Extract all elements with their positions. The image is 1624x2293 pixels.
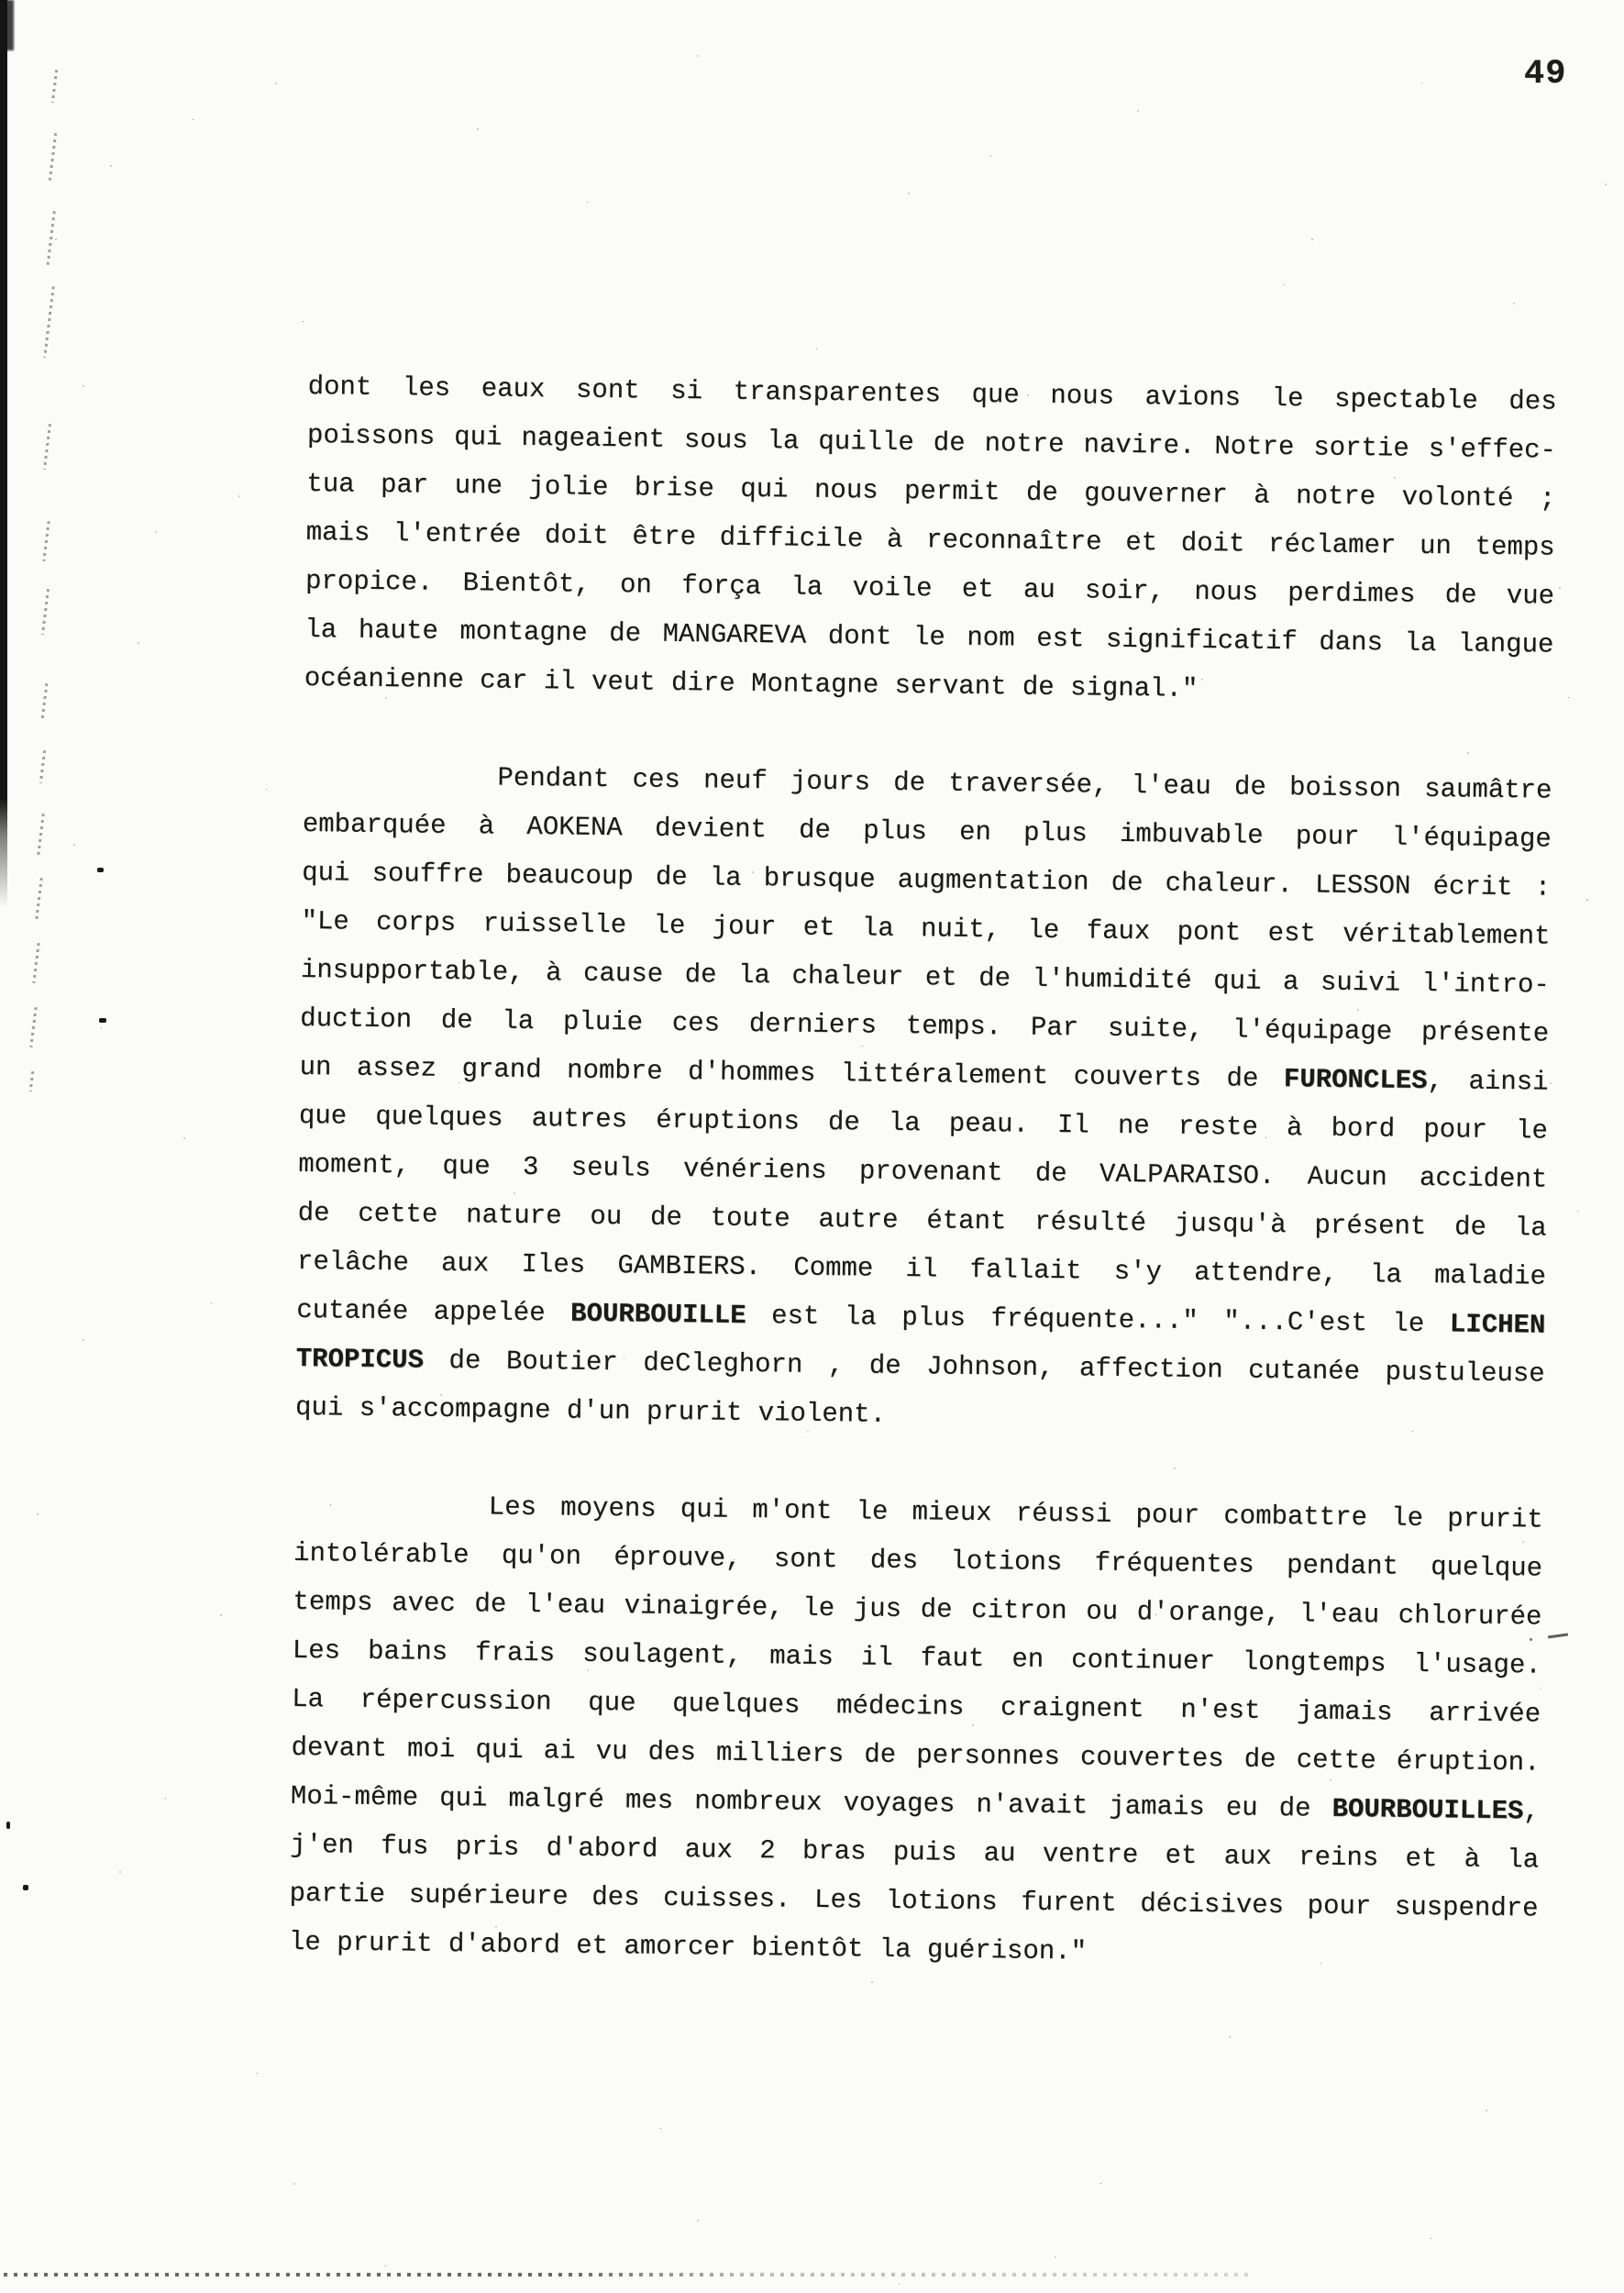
text-run: dont les eaux sont si transparentes que nous avions le spectable des [307, 371, 1557, 417]
page-number: 49 [1524, 55, 1567, 94]
text-run: propice. Bientôt, on força la voile et au soir, nous perdimes de vue [304, 565, 1555, 612]
text-run: de cette nature ou de toute autre étant résulté jusqu'à présent de la [297, 1197, 1547, 1244]
text-run: un assez grand nombre d'hommes littéralement couverts de [299, 1051, 1285, 1095]
margin-bleedthrough-mark [39, 750, 46, 783]
scan-corner-smudge [0, 0, 14, 50]
paragraph [304, 362, 1556, 718]
margin-bleedthrough-mark [46, 211, 56, 268]
emphasized-term: BOURBOUILLE [569, 1298, 746, 1331]
ink-spot [6, 1822, 10, 1829]
text-run: moment, que 3 seuls vénériens provenant de VALPARAISO. Aucun accident [298, 1148, 1548, 1195]
margin-bleedthrough-mark [32, 943, 39, 983]
margin-bleedthrough-mark [43, 424, 51, 470]
scan-bottom-noise [4, 2273, 1251, 2276]
text-run: duction de la pluie ces derniers temps. Par suite, l'équipage présente [300, 1002, 1550, 1049]
text-run: tua par une jolie brise qui nous permit de gouverner à notre volonté ; [306, 468, 1556, 515]
text-run: océanienne car il veut dire Montagne servant de signal." [304, 662, 1199, 704]
text-run: Moi-même qui malgré mes nombreux voyages n'avait jamais eu de [290, 1780, 1332, 1824]
text-run: de Boutier deCleghorn , de Johnson, affection cutanée pustuleuse [423, 1345, 1545, 1390]
paragraph [295, 751, 1552, 1447]
text-run: La répercussion que quelques médecins craignent n'est jamais arrivée [291, 1683, 1541, 1730]
text-run: est la plus fréquente..." "...C'est le [746, 1300, 1451, 1340]
emphasized-term: TROPICUS [295, 1343, 425, 1376]
margin-bleedthrough-mark [42, 521, 50, 561]
text-run: poissons qui nageaient sous la quille de notre navire. Notre sortie s'effec- [306, 419, 1557, 466]
pen-dash-artifact [1548, 1633, 1568, 1638]
scan-edge-artifact [0, 0, 7, 917]
ink-spot [23, 1885, 28, 1890]
text-run: Les bains frais soulagent, mais il faut en continuer longtemps l'usage. [292, 1634, 1541, 1681]
text-run: qui s'accompagne d'un prurit violent. [294, 1391, 887, 1430]
margin-bleedthrough-mark [49, 133, 57, 181]
emphasized-term: LICHEN [1449, 1309, 1546, 1341]
text-run: la haute montagne de MANGAREVA dont le nom est significatif dans la langue [304, 614, 1554, 660]
text-run: "Le corps ruisselle le jour et la nuit, le faux pont est véritablement [301, 905, 1551, 952]
text-run: devant moi qui ai vu des milliers de personnes couvertes de cette éruption. [291, 1732, 1541, 1778]
ink-spot [97, 868, 104, 872]
margin-bleedthrough-mark [29, 1071, 35, 1091]
text-run: , [1523, 1796, 1540, 1827]
text-run: Pendant ces neuf jours de traversée, l'eau de boisson saumâtre [497, 762, 1552, 806]
text-run: , ainsi [1427, 1065, 1549, 1098]
text-run: relâche aux Iles GAMBIERS. Comme il fallait s'y attendre, la maladie [296, 1246, 1547, 1292]
margin-bleedthrough-mark [43, 286, 54, 358]
text-run: partie supérieure des cuisses. Les lotions furent décisives pour suspendre [289, 1878, 1539, 1924]
text-run: temps avec de l'eau vinaigrée, le jus de citron ou d'orange, l'eau chlorurée [293, 1586, 1542, 1633]
emphasized-term: BOURBOUILLES [1331, 1793, 1524, 1827]
margin-bleedthrough-mark [41, 683, 49, 720]
margin-bleedthrough-mark [41, 589, 50, 635]
text-run: le prurit d'abord et amorcer bientôt la guérison." [288, 1926, 1088, 1967]
margin-bleedthrough-mark [37, 814, 45, 856]
text-run: qui souffre beaucoup de la brusque augmentation de chaleur. LESSON écrit : [301, 857, 1552, 903]
text-run: mais l'entrée doit être difficile à reconnaître et doit réclamer un temps [305, 516, 1555, 563]
margin-bleedthrough-mark [29, 1007, 37, 1047]
margin-bleedthrough-mark [35, 878, 43, 920]
text-run: que quelques autres éruptions de la peau. Il ne reste à bord pour le [298, 1100, 1549, 1146]
text-run: cutanée appelée [296, 1294, 571, 1329]
text-run: intolérable qu'on éprouve, sont des lotions fréquentes pendant quelque [293, 1537, 1543, 1584]
text-run: insupportable, à cause de la chaleur et de l'humidité qui a suivi l'intro- [300, 954, 1551, 1001]
text-run: embarquée à AOKENA devient de plus en plus imbuvable pour l'équipage [302, 808, 1552, 855]
document-text-block [289, 362, 1557, 1982]
margin-bleedthrough-mark [51, 70, 58, 103]
paragraph [289, 1480, 1543, 1982]
ink-spot [99, 1018, 106, 1023]
emphasized-term: FURONCLES [1283, 1064, 1428, 1096]
text-run: Les moyens qui m'ont le mieux réussi pour combattre le prurit [488, 1491, 1543, 1535]
text-run: j'en fus pris d'abord aux 2 bras puis au ventre et aux reins et à la [290, 1829, 1540, 1876]
scan-speckle-noise [0, 0, 1, 1]
